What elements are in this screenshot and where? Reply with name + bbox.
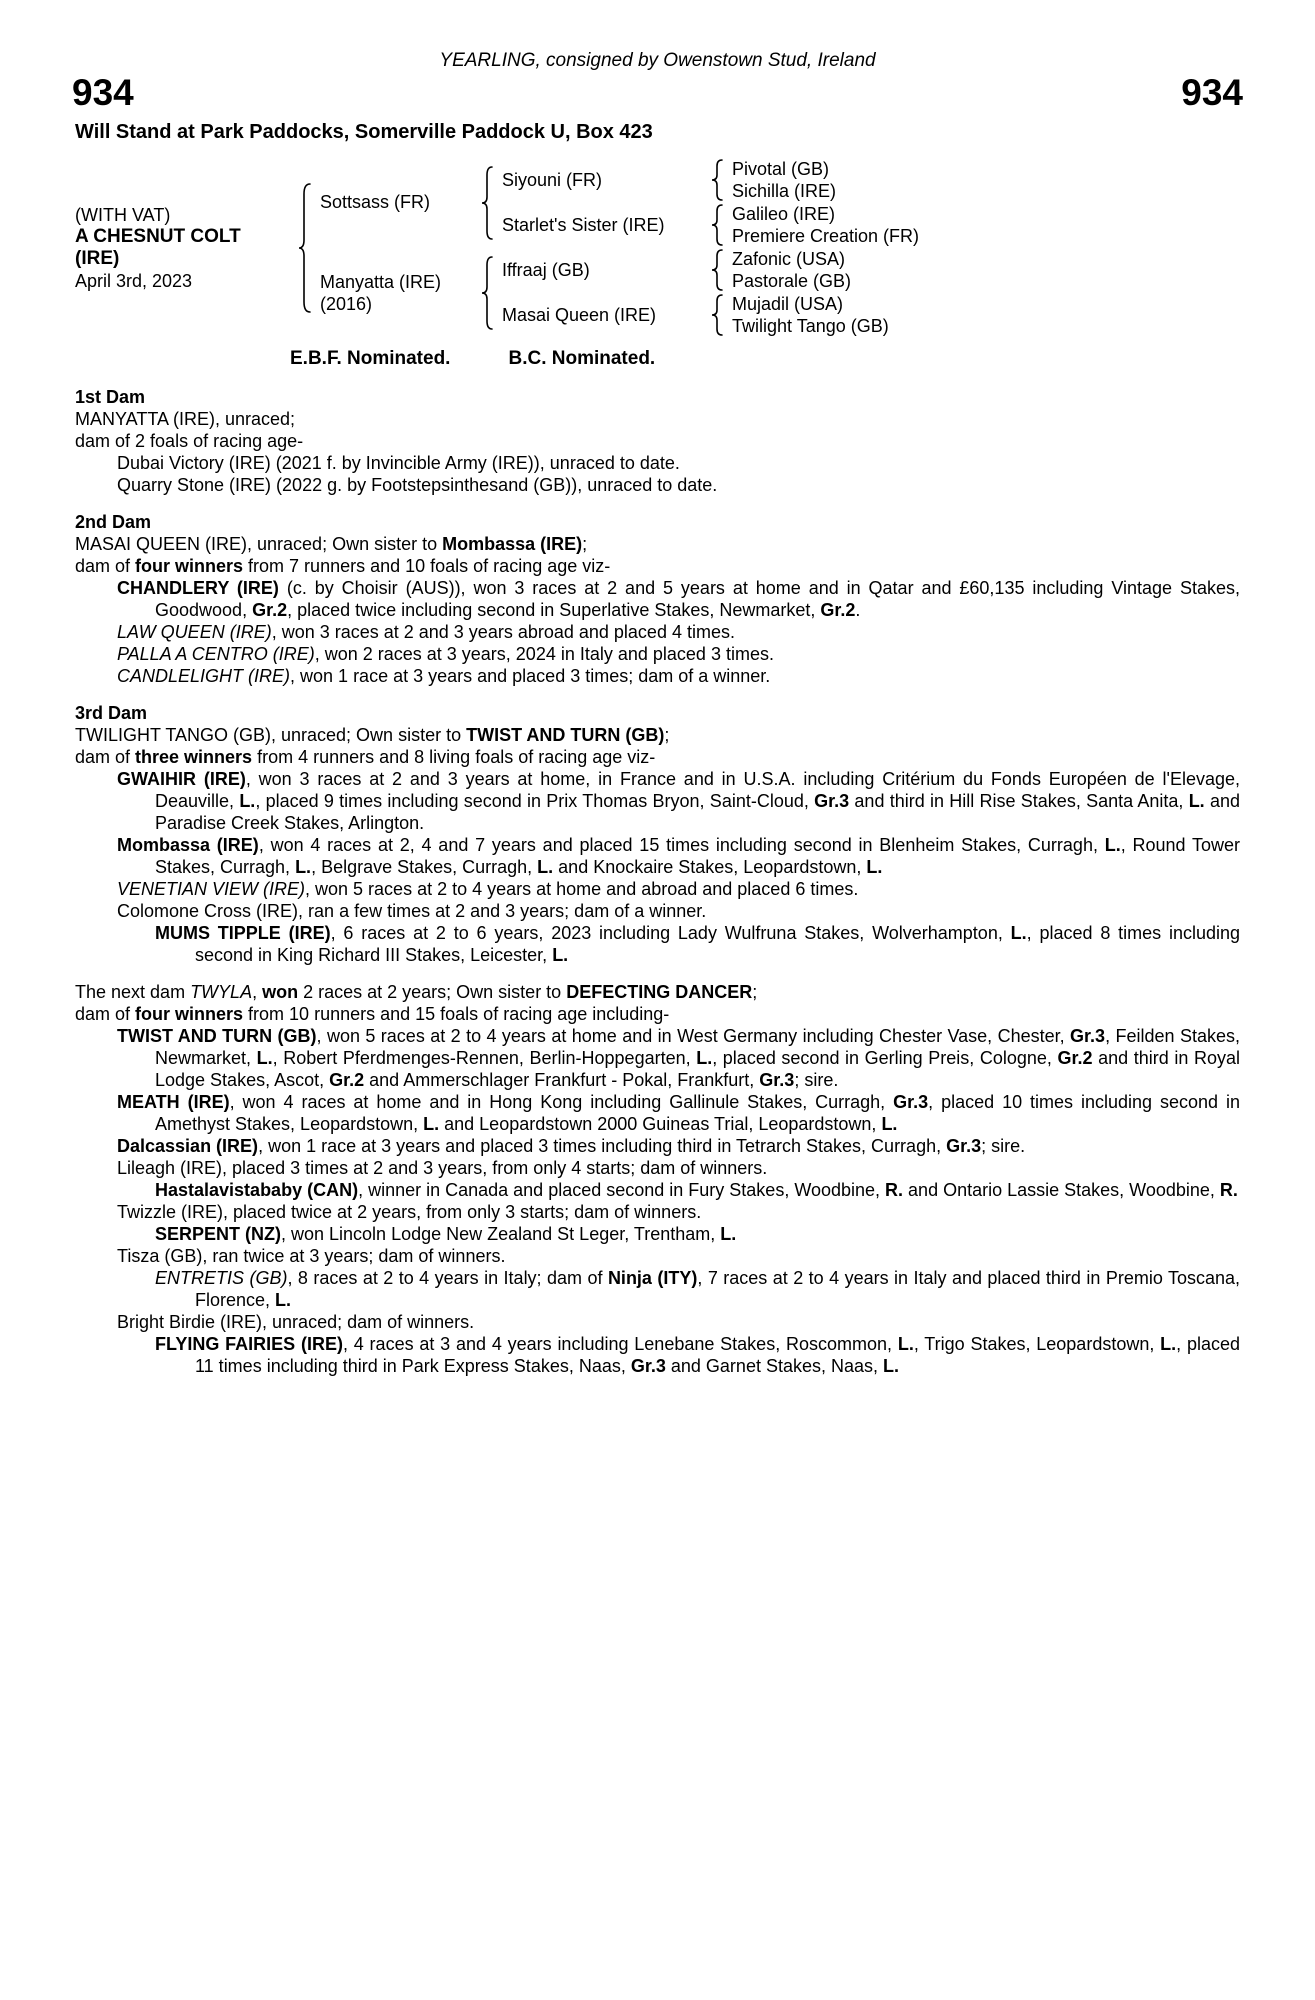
brace-dam-icon [472, 248, 502, 338]
pedigree-sections [0, 386, 1315, 1377]
pedigree-paragraph [75, 1179, 1240, 1201]
text-segment: , Belgrave Stakes, Curragh, [311, 856, 538, 877]
text-segment: from 7 runners and 10 foals of racing age viz- [243, 555, 611, 576]
text-segment: , won 4 races at home and in Hong Kong including Gallinule Stakes, Curragh, [229, 1091, 894, 1112]
vat-note: (WITH VAT) [75, 204, 171, 225]
sire-sire-dam-name: Sichilla (IRE) [732, 181, 837, 202]
text-segment: dam of [75, 1003, 136, 1024]
text-segment: Gr.2 [820, 599, 856, 620]
text-segment: Dalcassian (IRE) [117, 1135, 259, 1156]
pedigree-paragraph [75, 1201, 1240, 1223]
dam-section [75, 511, 1240, 687]
text-segment: , won 1 race at 3 years and placed 3 times including third in Tetrarch Stakes, Curragh, [258, 1135, 947, 1156]
text-segment: TWIST AND TURN (GB) [117, 1025, 317, 1046]
consignment-line: YEARLING, consigned by Owenstown Stud, Ireland [439, 50, 876, 71]
text-segment: Tisza (GB), ran twice at 3 years; dam of winners. [117, 1245, 506, 1266]
text-segment: three winners [135, 746, 253, 767]
text-segment: and Ammerschlager Frankfurt - Pokal, Frankfurt, [364, 1069, 760, 1090]
dam-dam-name: Masai Queen (IRE) [502, 304, 657, 325]
pedigree-paragraph [75, 1025, 1240, 1091]
text-segment: DEFECTING DANCER [566, 981, 753, 1002]
text-segment: L. [881, 1113, 898, 1134]
text-segment: and Ontario Lassie Stakes, Woodbine, [903, 1179, 1220, 1200]
pedigree-paragraph [75, 1223, 1240, 1245]
pedigree-paragraph [75, 922, 1240, 966]
pedigree-paragraph [75, 621, 1240, 643]
text-segment: Gr.3 [759, 1069, 795, 1090]
text-segment: Gr.2 [1057, 1047, 1093, 1068]
dam-sire-name: Iffraaj (GB) [502, 259, 590, 280]
text-segment: , won 1 race at 3 years and placed 3 times; dam of a winner. [290, 665, 771, 686]
pedigree-paragraph [75, 1135, 1240, 1157]
lot-number-left: 934 [72, 72, 134, 113]
text-segment: (c. by Choisir (AUS)), won 3 races at 2 and 5 years at home and in Qatar and £60,135 including Vintage Stakes, Goodwood, [155, 577, 1240, 620]
text-segment: , won 3 races at 2 and 3 years abroad and placed 4 times. [271, 621, 735, 642]
text-segment: , won Lincoln Lodge New Zealand St Leger, Trentham, [281, 1223, 721, 1244]
pedigree-paragraph [75, 981, 1240, 1003]
text-segment: L. [275, 1289, 292, 1310]
text-segment: from 4 runners and 8 living foals of racing age viz- [252, 746, 656, 767]
pedigree-paragraph [75, 452, 1240, 474]
text-segment: MEATH (IRE) [117, 1091, 230, 1112]
pedigree-paragraph [75, 1091, 1240, 1135]
text-segment: Gr.3 [1070, 1025, 1106, 1046]
text-segment: dam of 2 foals of racing age- [75, 430, 304, 451]
pedigree-paragraph [75, 533, 1240, 555]
pedigree-paragraph [75, 724, 1240, 746]
text-segment: CHANDLERY (IRE) [117, 577, 279, 598]
brace-main-icon [290, 158, 320, 338]
text-segment: L. [239, 790, 256, 811]
text-segment: , 7 races at 2 to 4 years in Italy and placed third in Premio Toscana, Florence, [195, 1267, 1240, 1310]
text-segment: L. [295, 856, 312, 877]
pedigree-paragraph [75, 746, 1240, 768]
brace-sire-sire-icon [702, 158, 732, 203]
pedigree-paragraph [75, 900, 1240, 922]
brace-dam-sire-icon [702, 248, 732, 293]
text-segment: Gr.2 [252, 599, 288, 620]
text-segment: four winners [135, 1003, 244, 1024]
nominations-line [290, 348, 1315, 370]
pedigree-paragraph [75, 1245, 1240, 1267]
text-segment: , placed twice including second in Superlative Stakes, Newmarket, [287, 599, 821, 620]
text-segment: CANDLELIGHT (IRE) [117, 665, 291, 686]
text-segment: FLYING FAIRIES (IRE) [155, 1333, 343, 1354]
text-segment: and Garnet Stakes, Naas, [665, 1355, 884, 1376]
text-segment: L. [256, 1047, 273, 1068]
text-segment: TWILIGHT TANGO (GB), unraced; Own sister to [75, 724, 467, 745]
pedigree-paragraph [75, 408, 1240, 430]
pedigree-paragraph [75, 1157, 1240, 1179]
text-segment: Ninja (ITY) [607, 1267, 698, 1288]
text-segment: ; sire. [794, 1069, 839, 1090]
text-segment: The next dam [75, 981, 191, 1002]
brace-dam-dam-icon [702, 293, 732, 338]
text-segment: Gr.3 [893, 1091, 929, 1112]
text-segment: R. [885, 1179, 904, 1200]
text-segment: , won 2 races at 3 years, 2024 in Italy and placed 3 times. [314, 643, 774, 664]
sire-sire-name: Siyouni (FR) [502, 169, 603, 190]
text-segment: Colomone Cross (IRE), ran a few times at 2 and 3 years; dam of a winner. [117, 900, 707, 921]
text-segment: ; sire. [981, 1135, 1026, 1156]
pedigree-paragraph [75, 1333, 1240, 1377]
text-segment: Twizzle (IRE), placed twice at 2 years, from only 3 starts; dam of winners. [117, 1201, 702, 1222]
text-segment: ; [664, 724, 670, 745]
sire-sire-sire-name: Pivotal (GB) [732, 158, 830, 179]
sire-dam-dam-name: Premiere Creation (FR) [732, 226, 920, 247]
text-segment: , Robert Pferdmenges-Rennen, Berlin-Hoppegarten, [272, 1047, 697, 1068]
pedigree-paragraph [75, 768, 1240, 834]
text-segment: and Paradise Creek Stakes, Arlington. [155, 790, 1240, 833]
text-segment: Gr.3 [630, 1355, 666, 1376]
text-segment: R. [1219, 1179, 1238, 1200]
text-segment: and Knockaire Stakes, Leopardstown, [553, 856, 867, 877]
pedigree-paragraph [75, 834, 1240, 878]
pedigree-paragraph [75, 577, 1240, 621]
text-segment: , winner in Canada and placed second in Fury Stakes, Woodbine, [358, 1179, 886, 1200]
lot-number-row [0, 74, 1315, 113]
text-segment: L. [423, 1113, 440, 1134]
sire-name: Sottsass (FR) [320, 192, 431, 213]
dam-name-block [320, 248, 472, 338]
text-segment: Bright Birdie (IRE), unraced; dam of winners. [117, 1311, 475, 1332]
stand-location-line: Will Stand at Park Paddocks, Somerville Paddock U, Box 423 [75, 120, 653, 143]
pedigree-paragraph [75, 474, 1240, 496]
text-segment: , 4 races at 3 and 4 years including Lenebane Stakes, Roscommon, [342, 1333, 898, 1354]
text-segment: , placed 11 times including third in Park Express Stakes, Naas, [195, 1333, 1240, 1376]
pedigree-paragraph [75, 1003, 1240, 1025]
dam-dam-sire-name: Mujadil (USA) [732, 293, 844, 314]
text-segment: Dubai Victory (IRE) (2021 f. by Invincible Army (IRE)), unraced to date. [117, 452, 680, 473]
text-segment: , Feilden Stakes, Newmarket, [155, 1025, 1240, 1068]
pedigree-paragraph [75, 878, 1240, 900]
text-segment: L. [1160, 1333, 1177, 1354]
ebf-nominated-label: E.B.F. Nominated. [290, 347, 451, 369]
colt-country: (IRE) [75, 247, 120, 269]
text-segment: L. [1010, 922, 1027, 943]
text-segment: , won 5 races at 2 to 4 years at home and in West Germany including Chester Vase, Chester, [316, 1025, 1071, 1046]
dam-sire-dam-name: Pastorale (GB) [732, 271, 852, 292]
text-segment: Gr.3 [946, 1135, 982, 1156]
text-segment: GWAIHIR (IRE) [117, 768, 246, 789]
text-segment: L. [897, 1333, 914, 1354]
text-segment: Lileagh (IRE), placed 3 times at 2 and 3 years, from only 4 starts; dam of winners. [117, 1157, 768, 1178]
pedigree-paragraph [75, 643, 1240, 665]
text-segment: L. [1104, 834, 1121, 855]
text-segment: 2 races at 2 years; Own sister to [298, 981, 567, 1002]
text-segment: LAW QUEEN (IRE) [117, 621, 272, 642]
section-heading: 1st Dam [75, 386, 146, 407]
text-segment: Quarry Stone (IRE) (2022 g. by Footstepsinthesand (GB)), unraced to date. [117, 474, 718, 495]
text-segment: MANYATTA (IRE), unraced; [75, 408, 296, 429]
dam-dam-dam-name: Twilight Tango (GB) [732, 316, 889, 337]
pedigree-table [75, 158, 1315, 338]
dam-section [75, 981, 1240, 1377]
text-segment: ; [752, 981, 758, 1002]
dam-year: (2016) [320, 293, 373, 314]
text-segment: Mombassa (IRE) [117, 834, 259, 855]
text-segment: , placed second in Gerling Preis, Cologne, [712, 1047, 1058, 1068]
text-segment: Hastalavistababy (CAN) [155, 1179, 359, 1200]
text-segment: Gr.3 [814, 790, 850, 811]
text-segment: Gr.2 [329, 1069, 365, 1090]
pedigree-paragraph [75, 1311, 1240, 1333]
section-heading: 3rd Dam [75, 702, 148, 723]
brace-sire-icon [472, 158, 502, 248]
text-segment: L. [883, 1355, 900, 1376]
text-segment: and third in Hill Rise Stakes, Santa Anita, [849, 790, 1189, 811]
sire-dam-sire-name: Galileo (IRE) [732, 203, 836, 224]
bc-nominated-label: B.C. Nominated. [508, 347, 656, 369]
text-segment: Mombassa (IRE) [442, 533, 583, 554]
text-segment: PALLA A CENTRO (IRE) [117, 643, 315, 664]
text-segment: TWIST AND TURN (GB) [466, 724, 665, 745]
text-segment: , Trigo Stakes, Leopardstown, [913, 1333, 1161, 1354]
dam-sire-sire-name: Zafonic (USA) [732, 248, 846, 269]
text-segment: MASAI QUEEN (IRE), unraced; Own sister to [75, 533, 443, 554]
text-segment: ; [582, 533, 588, 554]
text-segment: and Leopardstown 2000 Guineas Trial, Leopardstown, [439, 1113, 882, 1134]
text-segment: dam of [75, 746, 136, 767]
sire-dam-name: Starlet's Sister (IRE) [502, 214, 665, 235]
text-segment: dam of [75, 555, 136, 576]
text-segment: MUMS TIPPLE (IRE) [155, 922, 331, 943]
text-segment: , placed 8 times including second in King Richard III Stakes, Leicester, [195, 922, 1241, 965]
pedigree-paragraph [75, 665, 1240, 687]
text-segment: L. [1188, 790, 1205, 811]
text-segment: and third in Royal Lodge Stakes, Ascot, [155, 1047, 1240, 1090]
text-segment: , won 3 races at 2 and 3 years at home, in France and in U.S.A. including Critérium du Fonds Européen de l'Elevage, Deauville, [155, 768, 1240, 811]
dam-section [75, 386, 1240, 496]
colt-name: A CHESNUT COLT [75, 225, 241, 247]
text-segment: L. [537, 856, 554, 877]
text-segment: , Round Tower Stakes, Curragh, [155, 834, 1241, 877]
text-segment: , [252, 981, 263, 1002]
text-segment: four winners [135, 555, 244, 576]
text-segment: VENETIAN VIEW (IRE) [117, 878, 306, 899]
colt-info [75, 158, 290, 338]
text-segment: from 10 runners and 15 foals of racing age including- [243, 1003, 670, 1024]
pedigree-paragraph [75, 1267, 1240, 1311]
text-segment: SERPENT (NZ) [155, 1223, 281, 1244]
pedigree-paragraph [75, 555, 1240, 577]
text-segment: L. [552, 944, 569, 965]
text-segment: , won 4 races at 2, 4 and 7 years and placed 15 times including second in Blenheim Stakes, Curragh, [258, 834, 1105, 855]
foal-date: April 3rd, 2023 [75, 270, 193, 291]
section-heading: 2nd Dam [75, 511, 152, 532]
text-segment: . [855, 599, 861, 620]
text-segment: , won 5 races at 2 to 4 years at home and abroad and placed 6 times. [305, 878, 859, 899]
text-segment: , 6 races at 2 to 6 years, 2023 including Lady Wulfruna Stakes, Wolverhampton, [330, 922, 1011, 943]
dam-section [75, 702, 1240, 966]
text-segment: L. [720, 1223, 737, 1244]
text-segment: , placed 10 times including second in Amethyst Stakes, Leopardstown, [155, 1091, 1240, 1134]
text-segment: won [262, 981, 299, 1002]
pedigree-paragraph [75, 430, 1240, 452]
text-segment: ENTRETIS (GB) [155, 1267, 288, 1288]
text-segment: L. [866, 856, 883, 877]
text-segment: TWYLA [190, 981, 253, 1002]
text-segment: , placed 9 times including second in Prix Thomas Bryon, Saint-Cloud, [255, 790, 815, 811]
dam-name: Manyatta (IRE) [320, 271, 442, 292]
text-segment: L. [696, 1047, 713, 1068]
brace-sire-dam-icon [702, 203, 732, 248]
lot-number-right: 934 [1181, 72, 1243, 113]
text-segment: , 8 races at 2 to 4 years in Italy; dam of [287, 1267, 608, 1288]
